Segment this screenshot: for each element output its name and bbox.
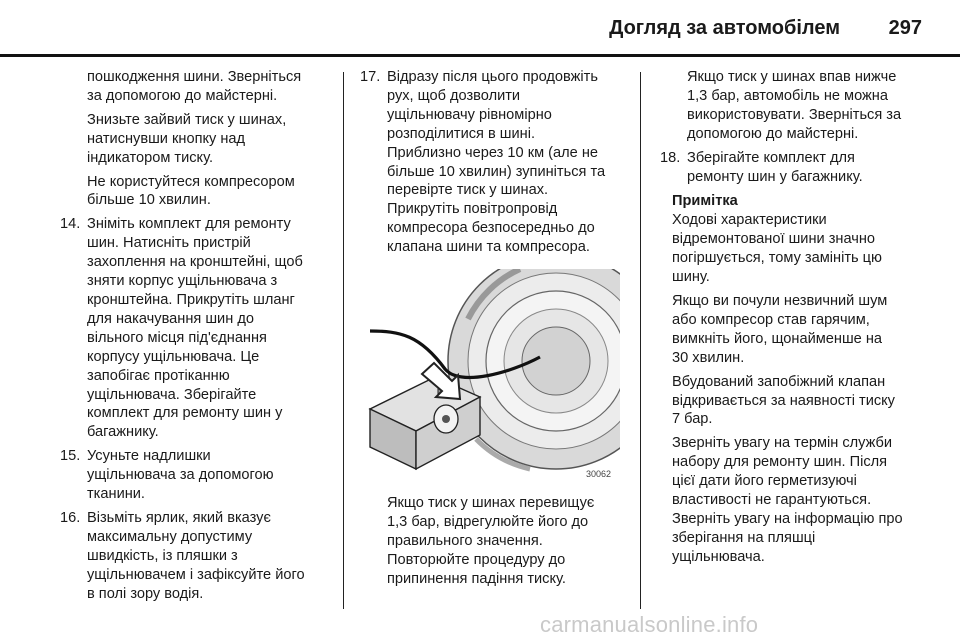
column-1 [60, 68, 326, 608]
text-line: тканини. [87, 486, 145, 503]
text-line: шину. [672, 269, 710, 286]
text-line: пошкодження шини. Зверніться [87, 69, 302, 85]
paragraph-after-figure [360, 494, 626, 589]
step-number: 15. [60, 448, 81, 465]
compressor-illustration-svg [360, 269, 620, 482]
text-line: властивості не гарантуються. [672, 492, 872, 509]
text-line: натиснувши кнопку над [87, 130, 246, 147]
text-line: багажнику. [87, 424, 159, 441]
step-number: 16. [60, 509, 81, 526]
text-line: відкривається за наявності тиску [672, 392, 895, 409]
continued-paragraph [60, 68, 326, 106]
column-3 [660, 68, 926, 572]
text-line: відремонтованої шини значно [672, 231, 876, 248]
watermark: carmanualsonline.info [540, 612, 759, 637]
text-line: Якщо тиск у шинах впав нижче [687, 69, 897, 85]
page-header [0, 0, 960, 56]
compressor-illustration [360, 269, 620, 482]
text-line: Візьміть ярлик, який вказує [87, 509, 271, 526]
text-line: Зніміть комплект для ремонту [87, 216, 291, 233]
note-paragraph [672, 373, 926, 430]
column-divider-2 [640, 72, 641, 609]
text-line: за допомогою до майстерні. [87, 87, 278, 104]
text-line: зберігання на пляшці [672, 529, 816, 546]
text-line: 30 хвилин. [672, 349, 745, 366]
text-line: перевірте тиск у шинах. [387, 182, 549, 199]
text-line: компресора безпосередньо до [387, 220, 595, 237]
text-line: припинення падіння тиску. [387, 570, 566, 587]
note-paragraph [672, 434, 926, 566]
text-line: цієї дати його герметизуючі [672, 473, 857, 490]
compressor-box [370, 377, 480, 469]
text-line: 1,3 бар, відрегулюйте його до [387, 513, 589, 530]
text-line: допомогою до майстерні. [687, 125, 859, 142]
text-line: Зверніть увагу на термін служби [672, 435, 893, 452]
text-line: або компресор став гарячим, [672, 311, 870, 328]
text-line: в полі зору водія. [87, 585, 204, 602]
text-line: більше 10 хвилин) зупиніться та [387, 163, 606, 180]
step-15 [60, 447, 326, 504]
text-line: кронштейна. Прикрутіть шланг [87, 291, 295, 308]
page-number: 297 [888, 17, 922, 39]
text-line: ущільнювачу рівномірно [387, 106, 552, 123]
text-line: індикатором тиску. [87, 149, 213, 166]
text-line: вимкніть його, щонайменше на [672, 330, 883, 347]
note-paragraph [672, 211, 926, 287]
text-line: зняти корпус ущільнювача з [87, 273, 278, 290]
continued-paragraph [660, 68, 926, 144]
header-rule [0, 54, 960, 57]
paragraph-release-pressure [60, 111, 326, 168]
text-line: запобігає протіканню [87, 367, 230, 384]
figure-label: 30062 [586, 469, 612, 480]
text-line: шин. Натисніть пристрій [87, 235, 251, 252]
text-line: Прикрутіть повітропровід [387, 201, 558, 218]
step-17 [360, 68, 626, 257]
text-line: розподілитися в шині. [387, 125, 535, 142]
text-line: Знизьте зайвий тиск у шинах, [87, 111, 287, 128]
text-line: використовувати. Зверніться за [687, 106, 902, 123]
note-paragraph [672, 292, 926, 368]
text-line: вільного місця під'єднання [87, 329, 267, 346]
text-line: Повторюйте процедуру до [387, 551, 566, 568]
text-line: ущільнювача за допомогою [87, 467, 274, 484]
text-line: погіршується, тому замініть цю [672, 250, 882, 267]
text-line: Відразу після цього продовжіть [387, 69, 598, 85]
step-number: 14. [60, 216, 81, 233]
text-line: швидкість, із пляшки з [87, 547, 238, 564]
text-line: Ходові характеристики [672, 212, 827, 229]
text-line: Не користуйтеся компресором [87, 173, 295, 190]
text-line: 7 бар. [672, 411, 713, 428]
text-line: Зберігайте комплект для [687, 149, 855, 166]
step-18 [660, 149, 926, 187]
column-divider-1 [343, 72, 344, 609]
text-line: Усуньте надлишки [87, 448, 211, 465]
text-line: Вбудований запобіжний клапан [672, 373, 886, 390]
text-line: рух, щоб дозволити [387, 87, 521, 104]
note-block [660, 192, 926, 566]
text-line: набору для ремонту шин. Після [672, 454, 888, 471]
text-line: ущільнювача. Зберігайте [87, 386, 257, 403]
step-16 [60, 509, 326, 604]
step-number: 18. [660, 149, 681, 166]
text-line: комплект для ремонту шин у [87, 405, 283, 422]
step-14 [60, 215, 326, 442]
text-line: Якщо тиск у шинах перевищує [387, 495, 595, 512]
section-title: Догляд за автомобілем [609, 17, 840, 39]
text-line: Зверніть увагу на інформацію про [672, 510, 903, 527]
text-line: для накачування шин до [87, 310, 254, 327]
text-line: правильного значення. [387, 532, 543, 549]
step-number: 17. [360, 69, 381, 85]
column-2 [360, 68, 626, 589]
text-line: ремонту шин у багажнику. [687, 168, 863, 185]
text-line: 1,3 бар, автомобіль не можна [687, 87, 888, 104]
text-line: Якщо ви почули незвичний шум [672, 292, 888, 309]
text-line: захоплення на кронштейні, щоб [87, 254, 303, 271]
text-line: корпусу ущільнювача. Це [87, 348, 260, 365]
text-line: клапана шини та компресора. [387, 239, 590, 256]
text-line: Приблизно через 10 км (але не [387, 144, 599, 161]
text-line: ущільнювачем і зафіксуйте його [87, 566, 305, 583]
text-line: максимальну допустиму [87, 528, 253, 545]
text-line: більше 10 хвилин. [87, 192, 211, 209]
note-title: Примітка [672, 193, 738, 210]
paragraph-compressor-limit [60, 173, 326, 211]
text-line: ущільнювача. [672, 548, 765, 565]
